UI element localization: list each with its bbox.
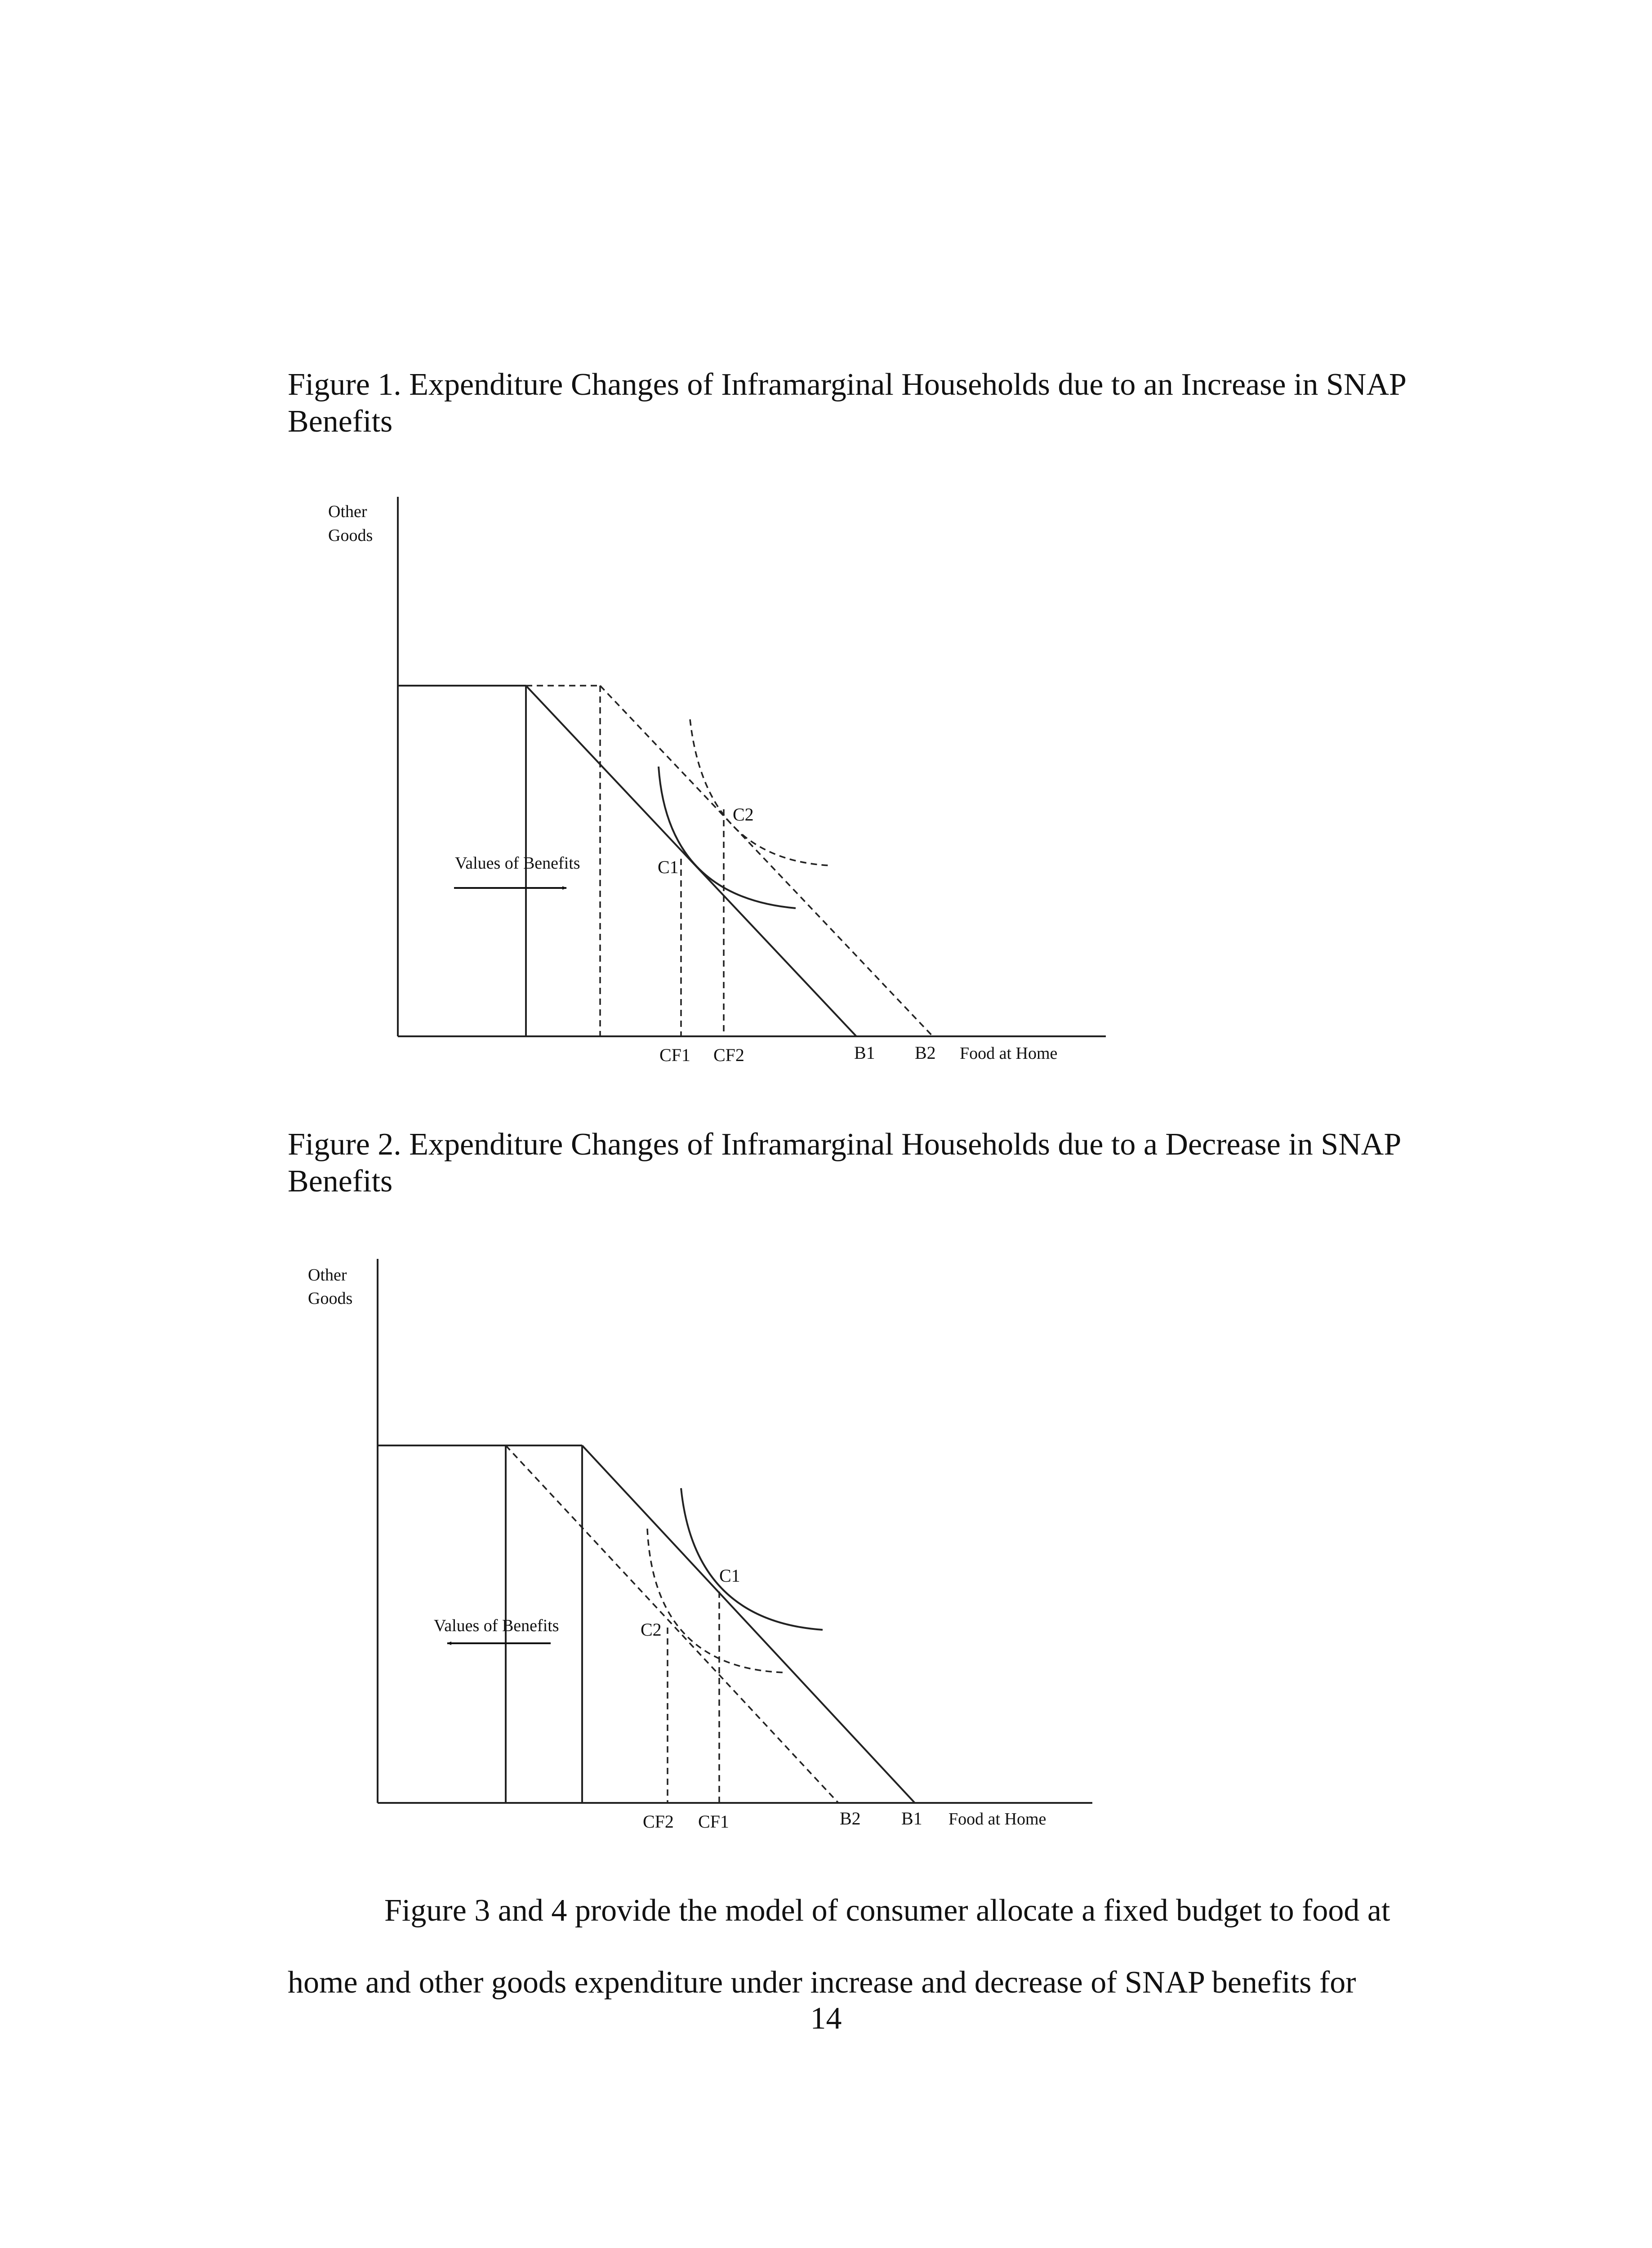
point-b2-label: B2: [915, 1043, 936, 1063]
point-cf2-label: CF2: [713, 1045, 744, 1065]
budget-line-b2: [600, 686, 933, 1036]
indifference-curve-c2: [690, 719, 829, 865]
body-paragraph: Figure 3 and 4 provide the model of consumer allocate a fixed budget to food at home and other goods expenditure under increase and decrease of SNAP benefits for: [288, 1893, 1390, 2000]
point-c1-label: C1: [719, 1566, 740, 1586]
indifference-curve-c1: [659, 767, 796, 908]
figure-1-caption: Figure 1. Expenditure Changes of Inframarginal Households due to an Increase in SNAP Benefits: [288, 367, 1406, 439]
page-number: 14: [810, 2001, 842, 2036]
y-axis-label-line2: Goods: [308, 1289, 353, 1308]
y-axis-label-line2: Goods: [328, 526, 373, 545]
y-axis-label-line1: Other: [328, 502, 367, 521]
point-c2-label: C2: [733, 804, 754, 825]
x-axis-label: Food at Home: [960, 1044, 1058, 1063]
point-b1-label: B1: [901, 1808, 922, 1829]
point-b2-label: B2: [840, 1808, 861, 1829]
point-cf1-label: CF1: [659, 1045, 690, 1065]
benefit-label: Values of Benefits: [434, 1616, 559, 1635]
figure-2-diagram: [0, 1245, 1652, 1875]
point-c2-label: C2: [641, 1619, 662, 1640]
figure-1-diagram: [0, 486, 1652, 1115]
point-b1-label: B1: [854, 1043, 875, 1063]
indifference-curve-c1: [681, 1488, 823, 1630]
figure-2-caption: Figure 2. Expenditure Changes of Inframarginal Households due to a Decrease in SNAP Benefits: [288, 1127, 1400, 1199]
benefit-label: Values of Benefits: [455, 854, 580, 873]
budget-line-b1: [582, 1445, 915, 1803]
point-cf2-label: CF2: [643, 1811, 674, 1832]
point-c1-label: C1: [658, 857, 679, 877]
point-cf1-label: CF1: [698, 1811, 729, 1832]
y-axis-label-line1: Other: [308, 1266, 347, 1285]
x-axis-label: Food at Home: [948, 1810, 1046, 1829]
